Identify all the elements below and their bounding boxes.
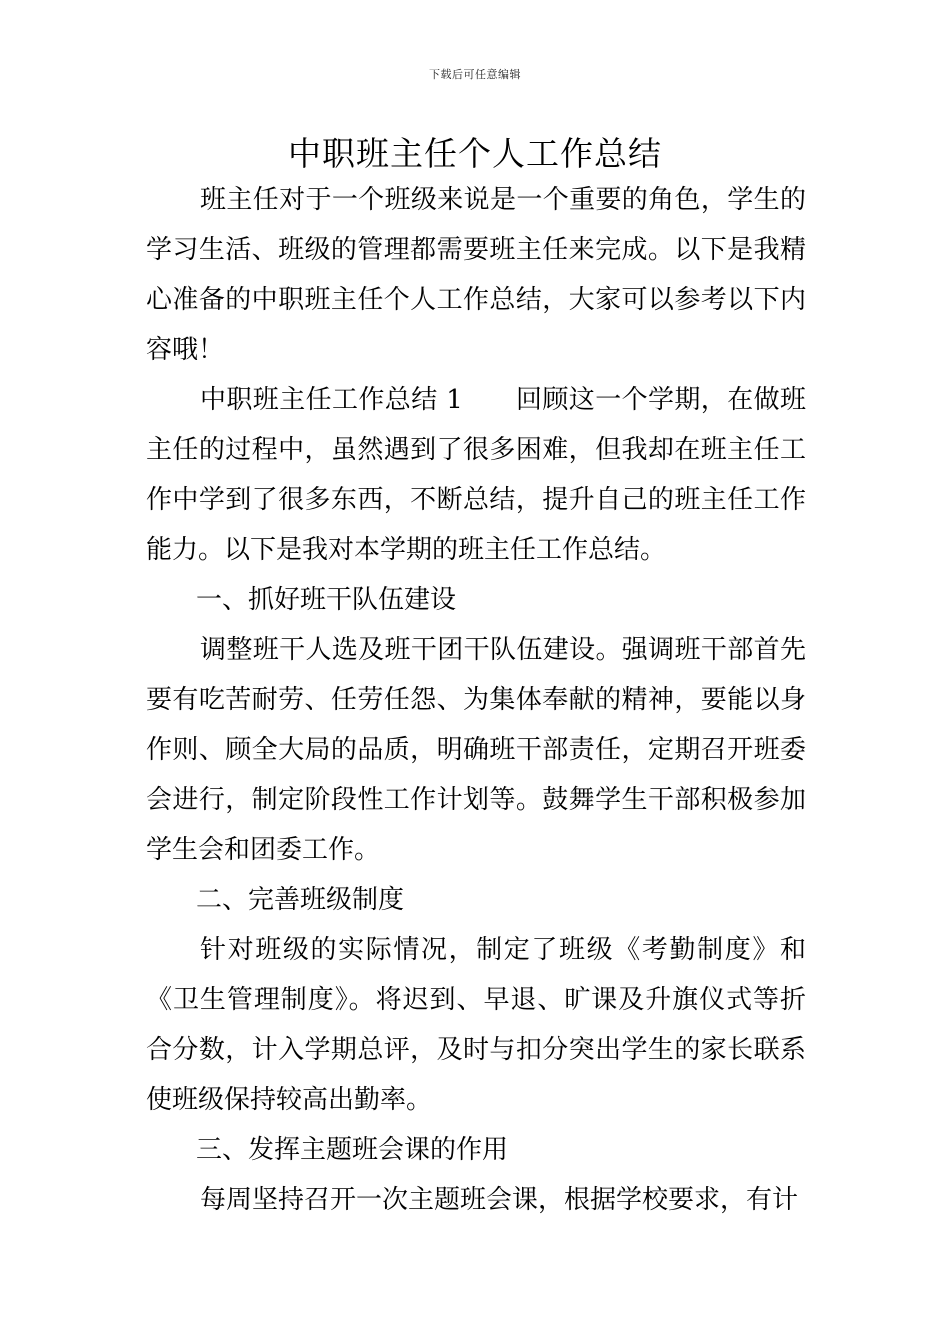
section-heading-1: 一、抓好班干队伍建设 [196, 585, 457, 615]
header-note: 下载后可任意编辑 [429, 68, 521, 81]
summary-paragraph-1: 中职班主任工作总结 1 回顾这一个学期，在做班主任的过程中，虽然遇到了很多困难，但我却在班主任工作中学到了很多东西，不断总结，提升自己的班主任工作能力。以下是我对本学期的班主任工作总结。 [146, 385, 806, 565]
section-paragraph-2: 针对班级的实际情况，制定了班级《考勤制度》和《卫生管理制度》。将迟到、早退、旷课及升旗仪式等折合分数，计入学期总评，及时与扣分突出学生的家长联系使班级保持较高出勤率。 [146, 935, 806, 1115]
document-body [146, 175, 806, 1225]
section-paragraph-3: 每周坚持召开一次主题班会课，根据学校要求，有计 [200, 1185, 799, 1215]
section-paragraph-1: 调整班干人选及班干团干队伍建设。强调班干部首先要有吃苦耐劳、任劳任怨、为集体奉献的精神，要能以身作则、顾全大局的品质，明确班干部责任，定期召开班委会进行，制定阶段性工作计划等。鼓舞学生干部积极参加学生会和团委工作。 [146, 635, 806, 865]
document-title: 中职班主任个人工作总结 [288, 134, 662, 173]
section-heading-2: 二、完善班级制度 [196, 885, 405, 915]
intro-paragraph: 班主任对于一个班级来说是一个重要的角色，学生的学习生活、班级的管理都需要班主任来完成。以下是我精心准备的中职班主任个人工作总结，大家可以参考以下内容哦！ [146, 185, 806, 365]
section-heading-3: 三、发挥主题班会课的作用 [196, 1135, 509, 1165]
